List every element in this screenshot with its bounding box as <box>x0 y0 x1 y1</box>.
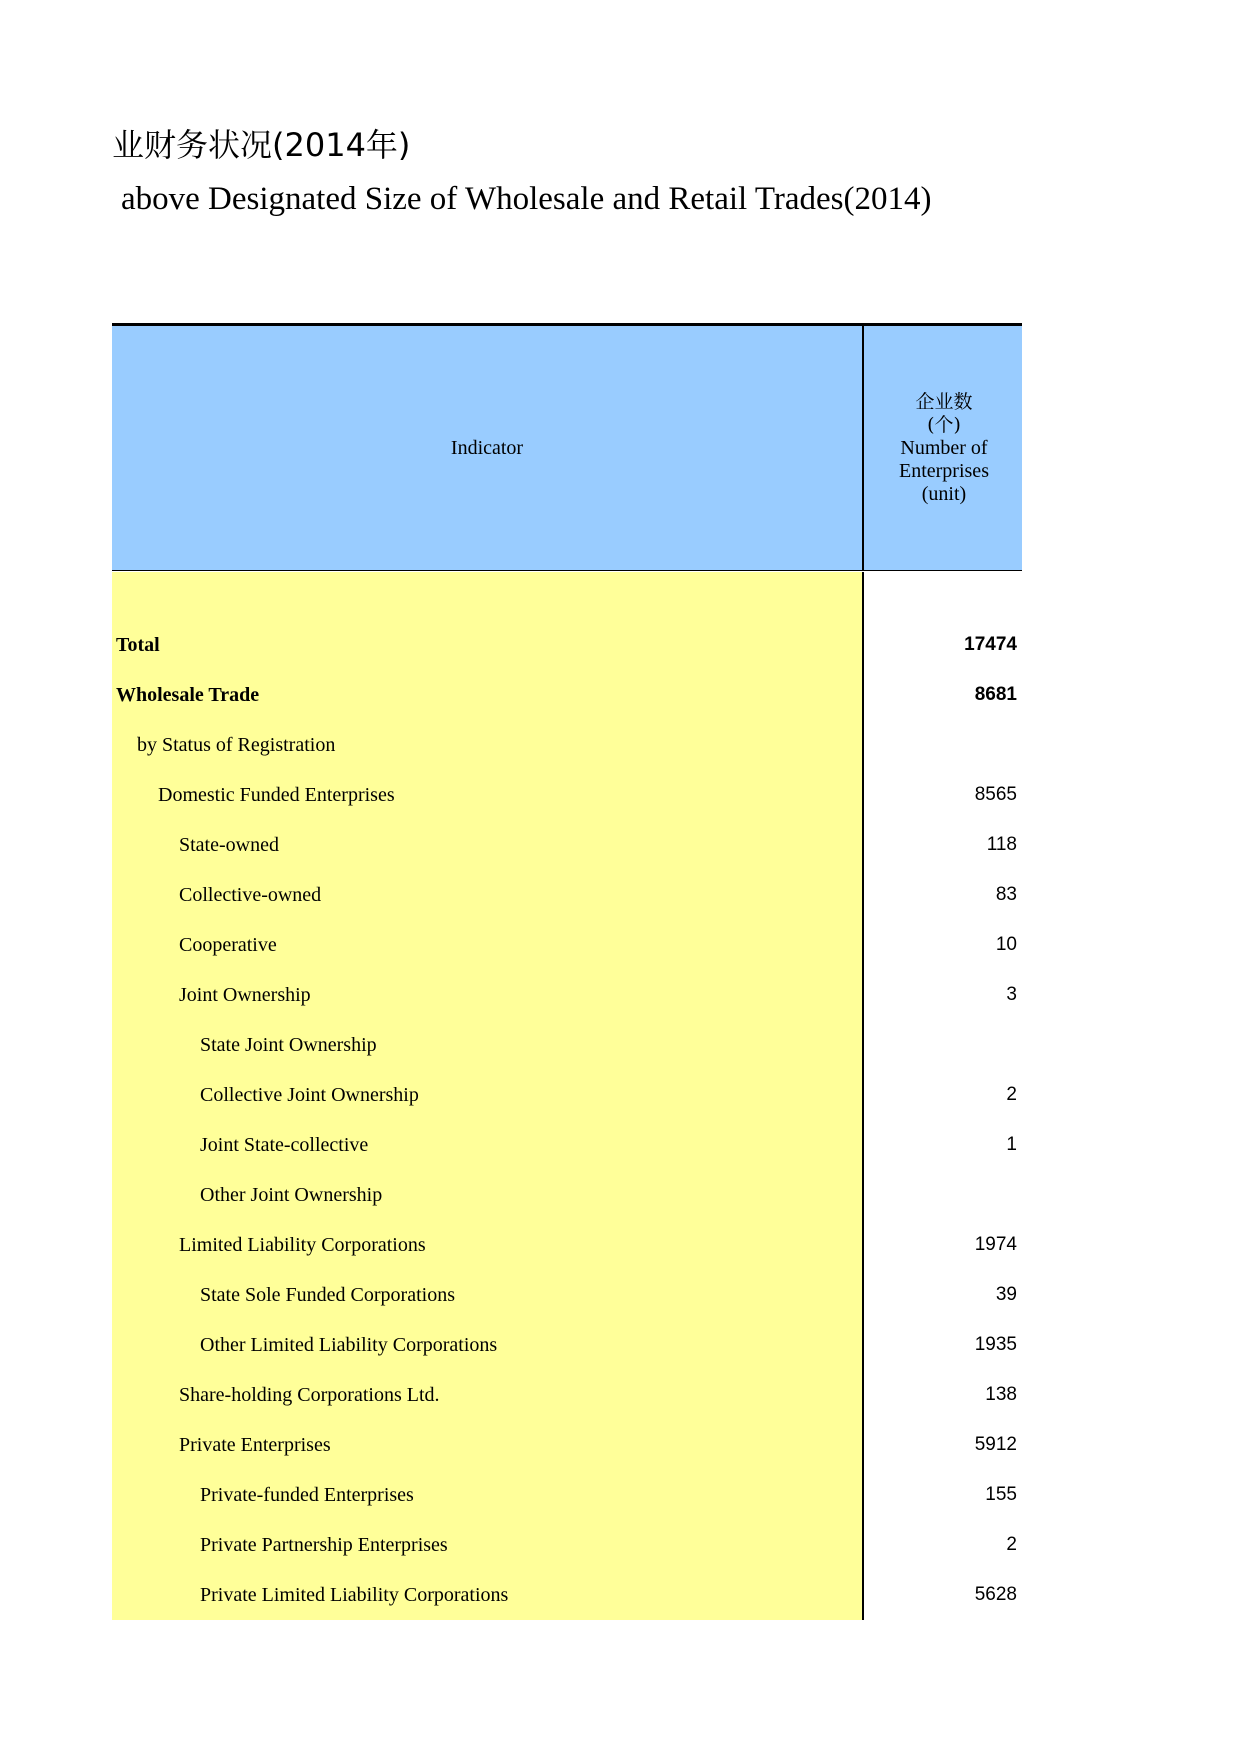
header-number-en-1: Number of <box>900 436 988 459</box>
header-number-en-2: Enterprises <box>899 459 989 482</box>
table-row <box>112 1070 1022 1120</box>
row-label: Private-funded Enterprises <box>200 1484 414 1506</box>
table-row <box>112 670 1022 720</box>
table-row <box>112 820 1022 870</box>
row-value: 8565 <box>974 784 1017 805</box>
row-value: 83 <box>995 884 1017 905</box>
row-value: 5912 <box>974 1434 1017 1455</box>
page-title-english: above Designated Size of Wholesale and Retail Trades(2014) <box>121 181 932 217</box>
row-label: Private Limited Liability Corporations <box>200 1584 509 1606</box>
row-value: 2 <box>1006 1084 1017 1105</box>
row-label: Joint State-collective <box>200 1134 369 1156</box>
row-value: 1 <box>1006 1134 1017 1155</box>
row-value: 5628 <box>974 1584 1017 1605</box>
table-row <box>112 920 1022 970</box>
row-label: Domestic Funded Enterprises <box>158 784 395 806</box>
row-label: Other Limited Liability Corporations <box>200 1334 498 1356</box>
row-label: Collective Joint Ownership <box>200 1084 419 1106</box>
row-label: Private Partnership Enterprises <box>200 1534 448 1556</box>
table-rows <box>112 620 1022 1620</box>
row-value: 39 <box>995 1284 1017 1305</box>
row-value: 10 <box>995 934 1017 955</box>
row-label: Cooperative <box>179 934 277 956</box>
row-label: Wholesale Trade <box>116 684 260 706</box>
header-number-cn: 企业数 <box>915 390 973 413</box>
table-row <box>112 620 1022 670</box>
table-row <box>112 1570 1022 1620</box>
row-value: 155 <box>985 1484 1017 1505</box>
row-value: 17474 <box>964 634 1017 655</box>
row-value: 2 <box>1006 1534 1017 1555</box>
header-number-unit-cn: (个) <box>927 413 961 436</box>
row-label: State-owned <box>179 834 279 856</box>
table-row <box>112 1520 1022 1570</box>
table-row <box>112 1370 1022 1420</box>
table-row <box>112 720 1022 770</box>
table-row <box>112 1270 1022 1320</box>
table-row <box>112 770 1022 820</box>
page-title-chinese: 业财务状况(2014年) <box>112 126 411 164</box>
row-label: Other Joint Ownership <box>200 1184 383 1206</box>
table-body <box>112 572 1022 1620</box>
table-header <box>112 326 1022 571</box>
table-row <box>112 1420 1022 1470</box>
table-row <box>112 870 1022 920</box>
row-label: Share-holding Corporations Ltd. <box>179 1384 440 1406</box>
row-value: 1935 <box>974 1334 1017 1355</box>
row-label: Total <box>116 634 160 656</box>
table-row <box>112 1470 1022 1520</box>
table-row <box>112 1170 1022 1220</box>
header-number-en-3: (unit) <box>921 482 967 505</box>
row-label: Private Enterprises <box>179 1434 331 1456</box>
row-value: 138 <box>985 1384 1017 1405</box>
row-label: Limited Liability Corporations <box>179 1234 426 1256</box>
header-indicator-label: Indicator <box>450 436 524 459</box>
table-row <box>112 1220 1022 1270</box>
table-row <box>112 1020 1022 1070</box>
header-indicator <box>112 326 862 570</box>
row-value: 8681 <box>974 684 1017 705</box>
header-number-of-enterprises <box>862 326 1024 570</box>
row-label: Joint Ownership <box>179 984 311 1006</box>
row-label: State Sole Funded Corporations <box>200 1284 455 1306</box>
table-row <box>112 1320 1022 1370</box>
row-label: by Status of Registration <box>137 734 336 756</box>
row-label: Collective-owned <box>179 884 322 906</box>
table-row <box>112 1120 1022 1170</box>
row-value: 118 <box>986 834 1017 855</box>
row-value: 1974 <box>974 1234 1017 1255</box>
row-value: 3 <box>1006 984 1017 1005</box>
table-row <box>112 970 1022 1020</box>
row-label: State Joint Ownership <box>200 1034 377 1056</box>
